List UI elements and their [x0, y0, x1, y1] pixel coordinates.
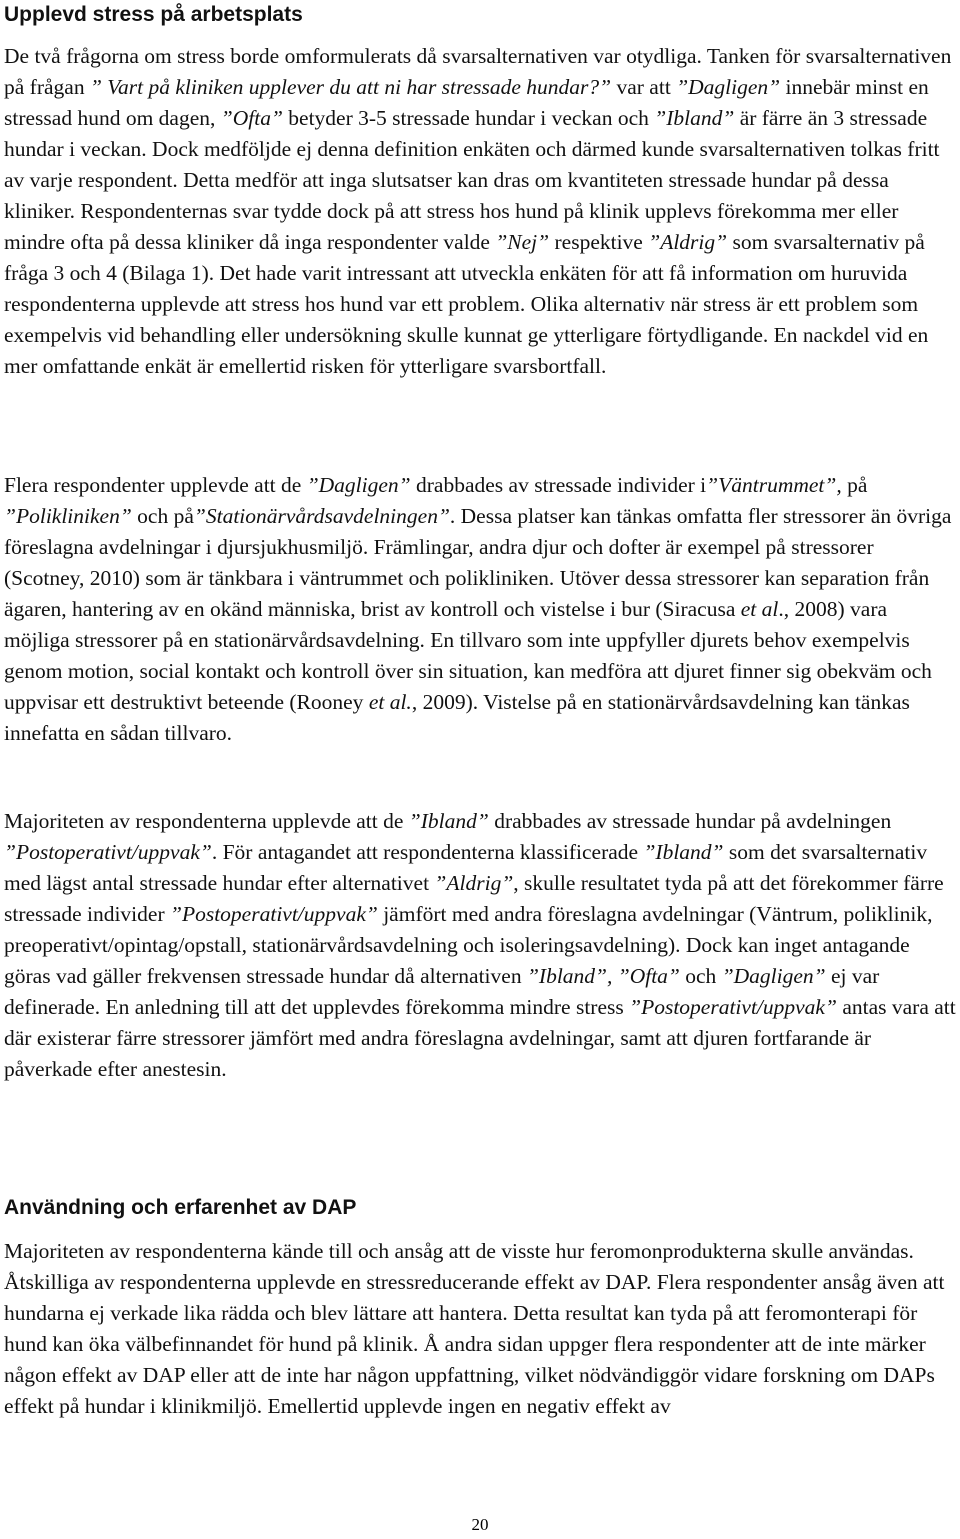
text-run-italic: ”Aldrig” [648, 230, 728, 254]
text-run-italic: ”Ibland” [654, 106, 735, 130]
text-run-italic: ”Dagligen” [721, 964, 826, 988]
text-run: Majoriteten av respondenterna kände till och ansåg att de visste hur feromonprodukterna skulle användas. Åtskilliga av respondenterna upplevde en stressreducerande effekt av DAP. Flera respondenter ansåg även att hundarna ej verkade lika rädda och blev lättare att hantera. Detta resultat kan tyda på att feromonterapi för hund kan öka välbefinnandet för hund på klinik. Å andra sidan uppger flera respondenter att de inte märker någon effekt av DAP eller att de inte har någon uppfattning, vilket nödvändiggör vidare forskning om DAPs effekt på hundar i klinikmiljö. Emellertid upplevde ingen en negativ effekt av [4, 1239, 945, 1418]
text-run-italic: ”Dagligen” [306, 473, 411, 497]
text-run: Majoriteten av respondenterna upplevde att de [4, 809, 409, 833]
text-run: innebär minst en stressad hund om dagen, [4, 75, 929, 130]
text-run: antas vara att där existerar färre stressorer jämfört med andra föreslagna avdelningar, samt att djuren fortfarande är påverkade efter anestesin. [4, 995, 956, 1081]
paragraph-4 [4, 1236, 956, 1422]
text-run-italic: ” Vart på kliniken upplever du att ni har stressade hundar?” [89, 75, 612, 99]
text-run: respektive [549, 230, 649, 254]
text-run-italic: ”Nej” [495, 230, 550, 254]
text-run-italic: ”Dagligen” [676, 75, 781, 99]
text-run-italic: ”Stationärvårdsavdelningen” [193, 504, 450, 528]
text-run-italic: ”Aldrig” [434, 871, 514, 895]
text-run: som det svarsalternativ med lägst antal stressade hundar efter alternativet [4, 840, 928, 895]
text-run: och [679, 964, 722, 988]
text-run-italic: ”Ofta” [220, 106, 283, 130]
text-run: De två frågorna om stress borde omformulerats då svarsalternativen var otydliga. Tanken för svarsalternativen på frågan [4, 44, 952, 99]
text-run-italic: ”Postoperativt/uppvak” [629, 995, 837, 1019]
text-run: som svarsalternativ på fråga 3 och 4 (Bilaga 1). Det hade varit intressant att utveckla enkäten för att få information om huruvida respondenterna upplevde att stress hos hund var ett problem. Olika alternativ när stress är ett problem som exempelvis vid behandling eller undersökning skulle kunnat ge ytterligare förtydligande. En nackdel vid en mer omfattande enkät är emellertid risken för ytterligare svarsbortfall. [4, 230, 929, 378]
text-run-italic: ”Ibland” [408, 809, 489, 833]
text-run-italic: ”Postoperativt/uppvak” [4, 840, 212, 864]
section-heading-dap: Användning och erfarenhet av DAP [4, 1196, 357, 1219]
paragraph-3 [4, 806, 956, 1085]
text-run-italic: ”Postoperativt/uppvak” [170, 902, 378, 926]
text-run-italic: et al. [368, 690, 412, 714]
text-run-italic: ”Väntrummet”, [706, 473, 848, 497]
page-number: 20 [471, 1515, 489, 1534]
text-run-italic: ”Ibland” [643, 840, 724, 864]
text-run-italic: ”Polikliniken” [4, 504, 132, 528]
text-run: är färre än 3 stressade hundar i veckan. Dock medföljde ej denna definition enkäten och därmed kunde svarsalternativen tolkas fritt av varje respondent. Detta medför att inga slutsatser kan dras om kvantiteten stressade hundar på dessa kliniker. Respondenternas svar tydde dock på att stress hos hund på klinik upplevs förekomma mer eller mindre ofta på dessa kliniker då inga respondenter valde [4, 106, 940, 254]
text-run: på [847, 473, 868, 497]
text-run: och på [131, 504, 194, 528]
section-heading-stress: Upplevd stress på arbetsplats [4, 3, 303, 26]
text-run-italic: ”Ibland”, ”Ofta” [526, 964, 680, 988]
text-run: , skulle resultatet tyda på att det förekommer färre stressade individer [4, 871, 944, 926]
text-run: Flera respondenter upplevde att de [4, 473, 307, 497]
text-run: ., 2008) vara möjliga stressorer på en stationärvårdsavdelning. En tillvaro som inte uppfyller djurets behov exempelvis genom motion, social kontakt och kontroll över sin situation, kan medföra att djuret finner sig obekväm och uppvisar ett destruktivt beteende (Rooney [4, 597, 932, 714]
text-run: . För antagandet att respondenterna klassificerade [211, 840, 644, 864]
text-run: drabbades av stressade individer i [410, 473, 707, 497]
text-run: drabbades av stressade hundar på avdelningen [488, 809, 892, 833]
text-run: , 2009). Vistelse på en stationärvårdsavdelning kan tänkas innefatta en sådan tillvaro. [4, 690, 910, 745]
text-run-italic: et al [740, 597, 779, 621]
text-run: . Dessa platser kan tänkas omfatta fler stressorer än övriga föreslagna avdelningar i djursjukhusmiljö. Främlingar, andra djur och dofter är exempel på stressorer (Scotney, 2010) som är tänkbara i väntrummet och polikliniken. Utöver dessa stressorer kan separation från ägaren, hantering av en okänd människa, brist av kontroll och vistelse i bur (Siracusa [4, 504, 952, 621]
text-run: var att [611, 75, 677, 99]
paragraph-1 [4, 41, 956, 382]
paragraph-2 [4, 470, 956, 749]
text-run: jämfört med andra föreslagna avdelningar (Väntrum, poliklinik, preoperativt/opintag/opstall, stationärvårdsavdelning och isoleringsavdelning). Dock kan inget antagande göras vad gäller frekvensen stressade hundar då alternativen [4, 902, 933, 988]
text-run: ej var definerade. En anledning till att det upplevdes förekomma mindre stress [4, 964, 880, 1019]
text-run: betyder 3-5 stressade hundar i veckan och [282, 106, 655, 130]
